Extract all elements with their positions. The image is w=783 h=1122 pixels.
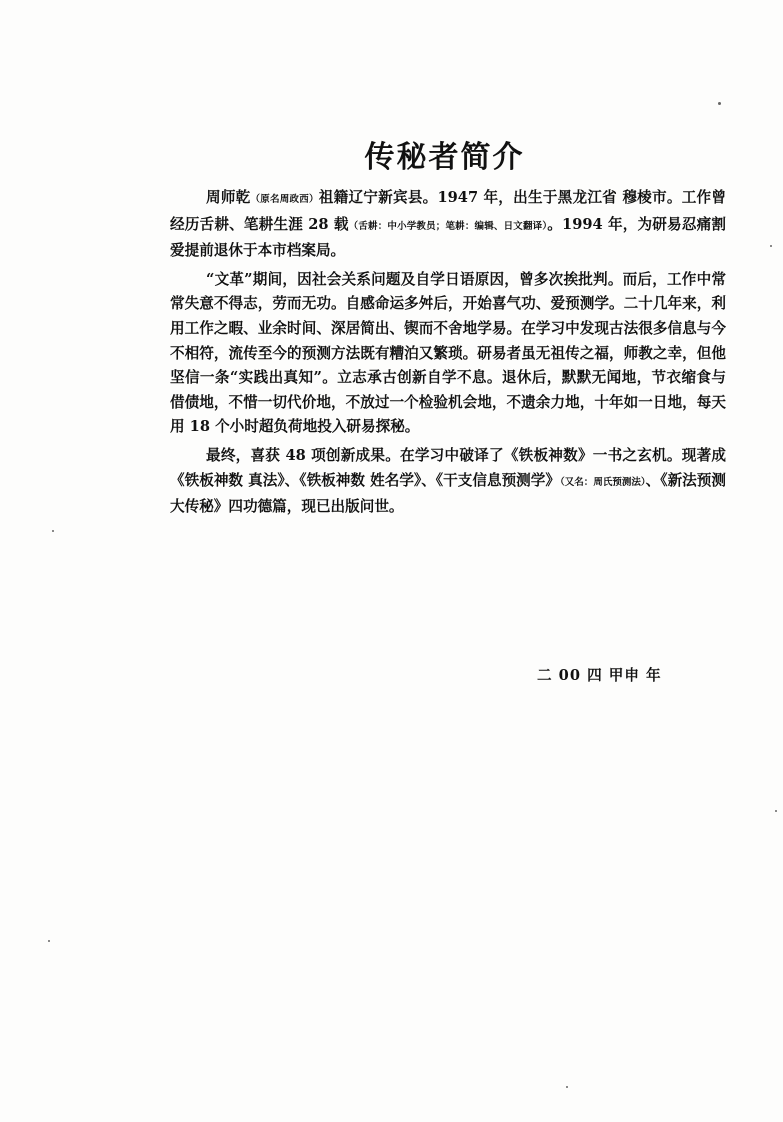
body-text <box>170 186 726 524</box>
inline-note: （原名周政西） <box>250 194 319 205</box>
text-segment: 、《新法预测大传秘》四功德篇，现已出版问世。 <box>170 471 726 516</box>
scan-speck <box>770 245 772 247</box>
text-segment: 祖籍辽宁新宾县。1947 年，出生于黑龙江省 穆棱市。工作曾经历舌耕、笔耕生涯 28 载 <box>170 189 726 233</box>
scan-speck <box>52 530 54 532</box>
text-segment: 周师乾 <box>206 189 251 206</box>
paragraph-3 <box>170 444 726 520</box>
date-line: 二 00 四 甲申 年 <box>537 667 662 684</box>
page-title: 传秘者简介 <box>364 140 525 176</box>
scan-speck <box>775 810 777 812</box>
paragraph-2 <box>170 268 726 440</box>
inline-note: （又名：周氏预测法） <box>560 476 646 488</box>
scan-speck <box>566 1086 568 1088</box>
text-segment: 最终，喜获 48 项创新成果。在学习中破译了《铁板神数》一书之玄机。现著成《铁板神数 真法》、《铁板神数 姓名学》、《干支信息预测学》 <box>170 446 726 489</box>
text-segment: “文革”期间，因社会关系问题及自学日语原因，曾多次挨批判。而后，工作中常常失意不得志，劳而无功。自感命运多舛后，开始喜气功、爱预测学。二十几年来，利用工作之暇、业余时间、深居简出、锲而不舍地学易。在学习中发现古法很多信息与今不相符，流传至今的预测方法既有糟泊又繁琐。研易者虽无祖传之福，师教之幸，但他坚信一条“实践出真知”。立志承古创新自学不息。退休后，默默无闻地，节衣缩食与借债地，不惜一切代价地，不放过一个检验机会地，不遗余力地，十年如一日地，每天用 18 个小时超负荷地投入研易探秘。 <box>170 270 726 436</box>
paragraph-1 <box>170 186 726 264</box>
inline-note: （舌耕：中小学教员；笔耕：编辑、日文翻译） <box>348 220 548 232</box>
text-segment: 。1994 年，为研易忍痛割爱提前退休于本市档案局。 <box>170 215 726 260</box>
scan-speck <box>48 940 50 942</box>
scan-speck <box>718 102 721 105</box>
